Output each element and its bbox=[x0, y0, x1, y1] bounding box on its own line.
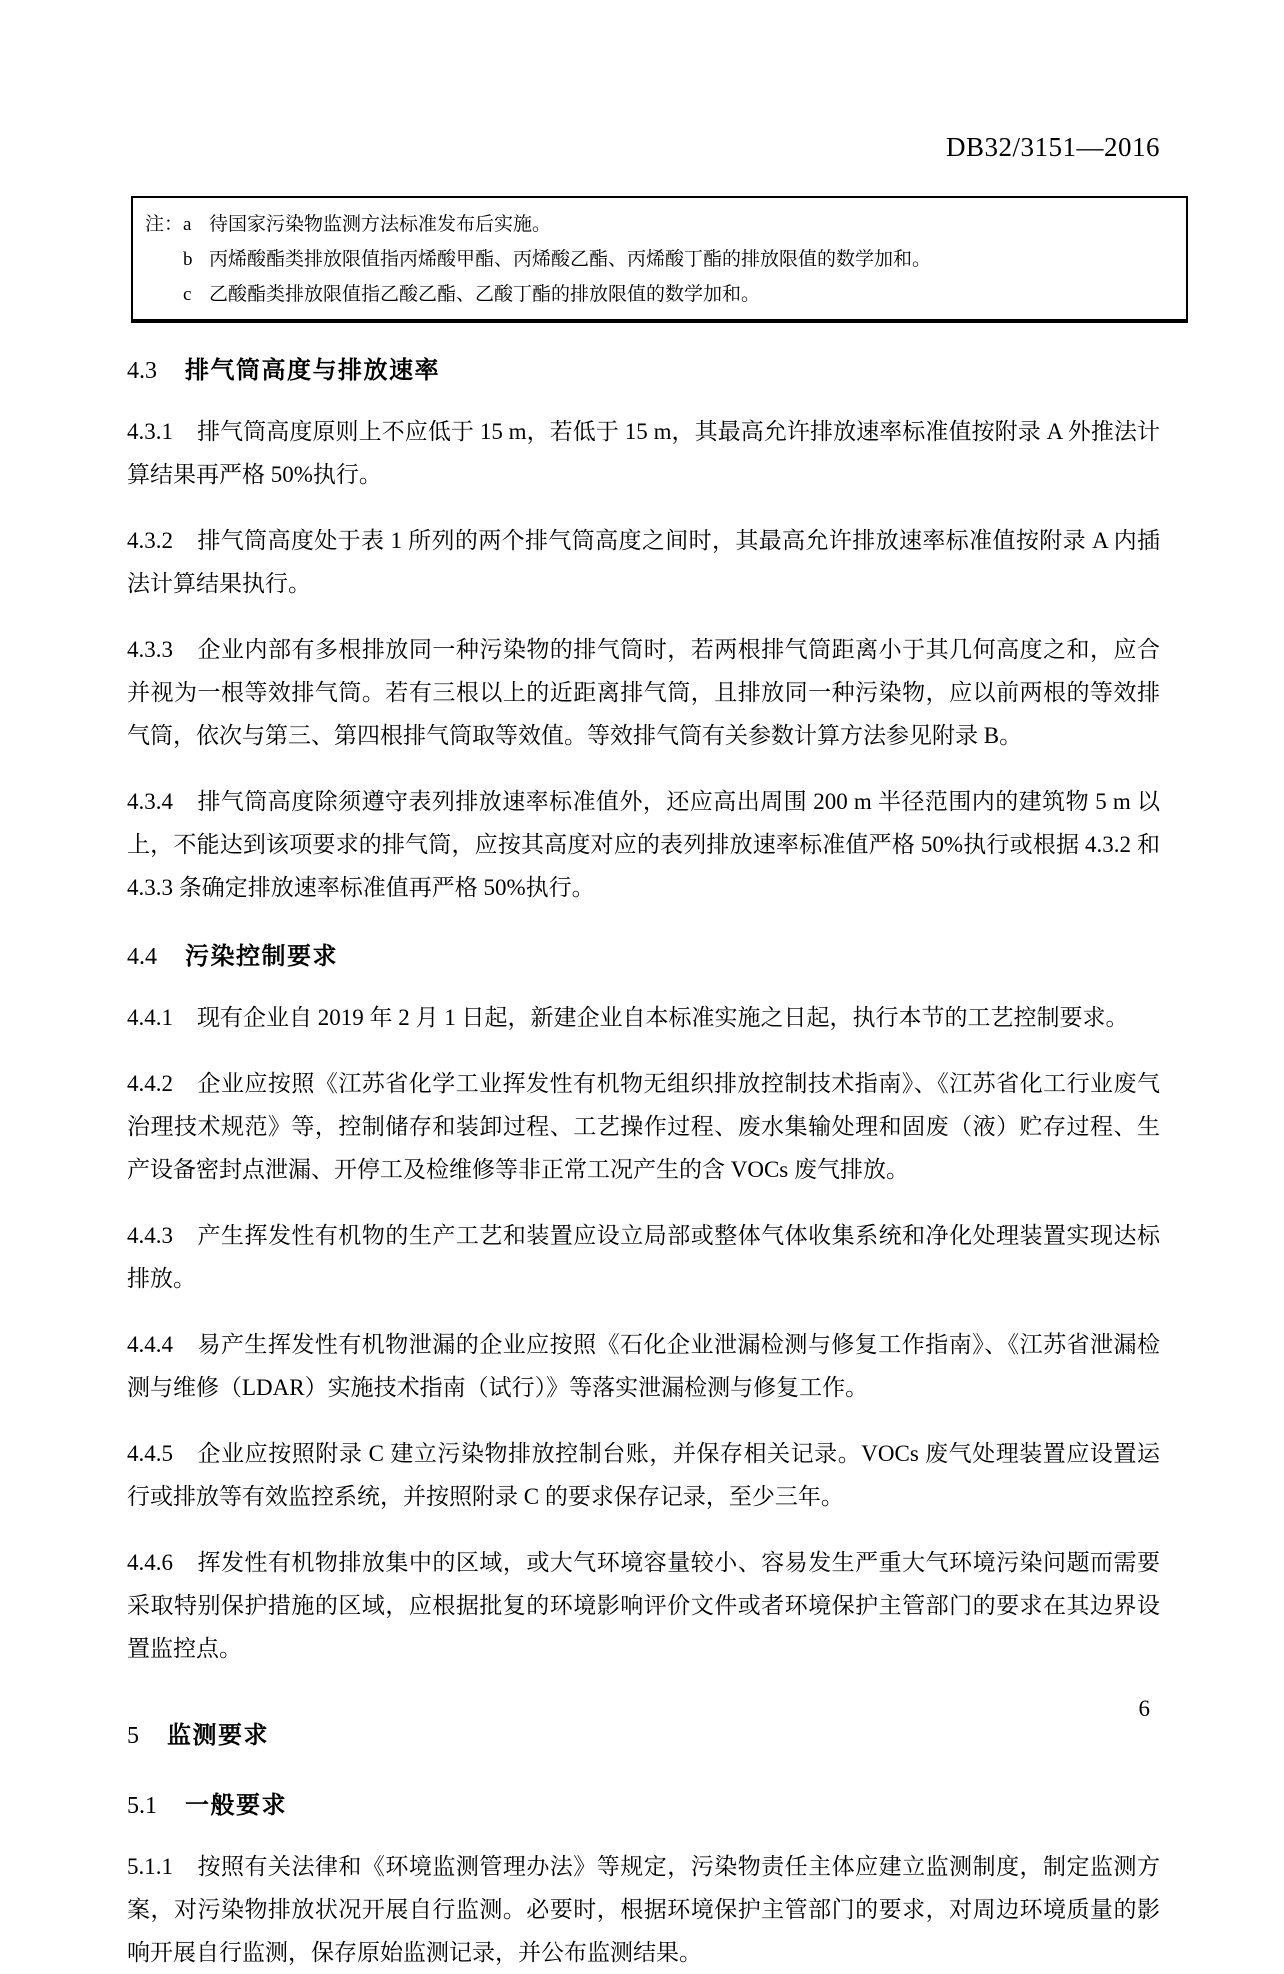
clause-text: 企业应按照附录 C 建立污染物排放控制台账，并保存相关记录。VOCs 废气处理装置应设置运行或排放等有效监控系统，并按照附录 C 的要求保存记录，至少三年。 bbox=[127, 1441, 1160, 1509]
clause-text: 产生挥发性有机物的生产工艺和装置应设立局部或整体气体收集系统和净化处理装置实现达标排放。 bbox=[127, 1223, 1160, 1291]
note-label bbox=[145, 277, 183, 312]
table-note-box bbox=[131, 196, 1188, 323]
note-row-a bbox=[145, 207, 1172, 242]
clause-text: 按照有关法律和《环境监测管理办法》等规定，污染物责任主体应建立监测制度，制定监测方案，对污染物排放状况开展自行监测。必要时，根据环境保护主管部门的要求，对周边环境质量的影响开展自行监测，保存原始监测记录，并公布监测结果。 bbox=[127, 1854, 1160, 1965]
clause-number: 4.4.4 bbox=[127, 1332, 173, 1357]
note-row-b bbox=[145, 242, 1172, 277]
clause-text: 现有企业自 2019 年 2 月 1 日起，新建企业自本标准实施之日起，执行本节的工艺控制要求。 bbox=[197, 1005, 1129, 1030]
paragraph-4.4.3 bbox=[127, 1214, 1160, 1300]
section-title: 一般要求 bbox=[185, 1792, 287, 1819]
clause-number: 4.3.1 bbox=[127, 419, 173, 444]
section-title: 监测要求 bbox=[167, 1722, 269, 1749]
paragraph-4.4.5 bbox=[127, 1432, 1160, 1518]
clause-text: 易产生挥发性有机物泄漏的企业应按照《石化企业泄漏检测与修复工作指南》、《江苏省泄漏检测与维修（LDAR）实施技术指南（试行）》等落实泄漏检测与修复工作。 bbox=[127, 1332, 1160, 1400]
paragraph-4.3.2 bbox=[127, 519, 1160, 605]
section-number: 5 bbox=[127, 1723, 139, 1749]
clause-number: 5.1.1 bbox=[127, 1854, 173, 1879]
page-number: 6 bbox=[1138, 1696, 1150, 1721]
paragraph-4.4.6 bbox=[127, 1541, 1160, 1670]
clause-number: 4.4.1 bbox=[127, 1005, 173, 1030]
section-heading-4.4 bbox=[127, 941, 1160, 973]
note-text: 丙烯酸酯类排放限值指丙烯酸甲酯、丙烯酸乙酯、丙烯酸丁酯的排放限值的数学加和。 bbox=[209, 249, 932, 270]
section-title: 排气筒高度与排放速率 bbox=[185, 357, 440, 384]
clause-number: 4.4.6 bbox=[127, 1550, 173, 1575]
clause-text: 排气筒高度处于表 1 所列的两个排气筒高度之间时，其最高允许排放速率标准值按附录 A 内插法计算结果执行。 bbox=[127, 528, 1160, 596]
paragraph-4.4.2 bbox=[127, 1062, 1160, 1191]
paragraph-5.1.1 bbox=[127, 1845, 1160, 1974]
paragraph-4.3.1 bbox=[127, 410, 1160, 496]
clause-number: 4.3.4 bbox=[127, 789, 173, 814]
note-marker: c bbox=[183, 284, 192, 305]
note-marker: b bbox=[183, 249, 193, 270]
clause-text: 挥发性有机物排放集中的区域，或大气环境容量较小、容易发生严重大气环境污染问题而需要采取特别保护措施的区域，应根据批复的环境影响评价文件或者环境保护主管部门的要求在其边界设置监控点。 bbox=[127, 1550, 1160, 1661]
document-body bbox=[127, 355, 1160, 1974]
paragraph-4.4.4 bbox=[127, 1323, 1160, 1409]
section-heading-4.3 bbox=[127, 355, 1160, 387]
section-number: 4.4 bbox=[127, 944, 157, 970]
paragraph-4.4.1 bbox=[127, 996, 1160, 1039]
clause-text: 排气筒高度原则上不应低于 15 m，若低于 15 m，其最高允许排放速率标准值按附录 A 外推法计算结果再严格 50%执行。 bbox=[127, 419, 1160, 487]
section-heading-5.1 bbox=[127, 1790, 1160, 1822]
note-text: 待国家污染物监测方法标准发布后实施。 bbox=[209, 214, 552, 235]
paragraph-4.3.4 bbox=[127, 780, 1160, 909]
clause-number: 4.4.3 bbox=[127, 1223, 173, 1248]
clause-text: 排气筒高度除须遵守表列排放速率标准值外，还应高出周围 200 m 半径范围内的建筑物 5 m 以上，不能达到该项要求的排气筒，应按其高度对应的表列排放速率标准值严格 50%执行或根据 4.3.2 和 4.3.3 条确定排放速率标准值再严格 50%执行。 bbox=[127, 789, 1160, 900]
note-text: 乙酸酯类排放限值指乙酸乙酯、乙酸丁酯的排放限值的数学加和。 bbox=[209, 284, 761, 305]
note-row-c bbox=[145, 277, 1172, 312]
section-title: 污染控制要求 bbox=[185, 943, 338, 970]
clause-number: 4.4.5 bbox=[127, 1441, 173, 1466]
doc-number-header: DB32/3151—2016 bbox=[945, 132, 1160, 162]
section-number: 5.1 bbox=[127, 1793, 157, 1819]
note-label bbox=[145, 242, 183, 277]
section-heading-5 bbox=[127, 1720, 1160, 1752]
clause-number: 4.3.3 bbox=[127, 637, 173, 662]
clause-text: 企业应按照《江苏省化学工业挥发性有机物无组织排放控制技术指南》、《江苏省化工行业废气治理技术规范》等，控制储存和装卸过程、工艺操作过程、废水集输处理和固废（液）贮存过程、生产设备密封点泄漏、开停工及检维修等非正常工况产生的含 VOCs 废气排放。 bbox=[127, 1071, 1160, 1182]
section-number: 4.3 bbox=[127, 358, 157, 384]
paragraph-4.3.3 bbox=[127, 628, 1160, 757]
clause-number: 4.3.2 bbox=[127, 528, 173, 553]
clause-text: 企业内部有多根排放同一种污染物的排气筒时，若两根排气筒距离小于其几何高度之和，应合并视为一根等效排气筒。若有三根以上的近距离排气筒，且排放同一种污染物，应以前两根的等效排气筒，依次与第三、第四根排气筒取等效值。等效排气筒有关参数计算方法参见附录 B。 bbox=[127, 637, 1160, 748]
note-label: 注： bbox=[145, 214, 184, 235]
clause-number: 4.4.2 bbox=[127, 1071, 173, 1096]
note-marker: a bbox=[183, 214, 192, 235]
